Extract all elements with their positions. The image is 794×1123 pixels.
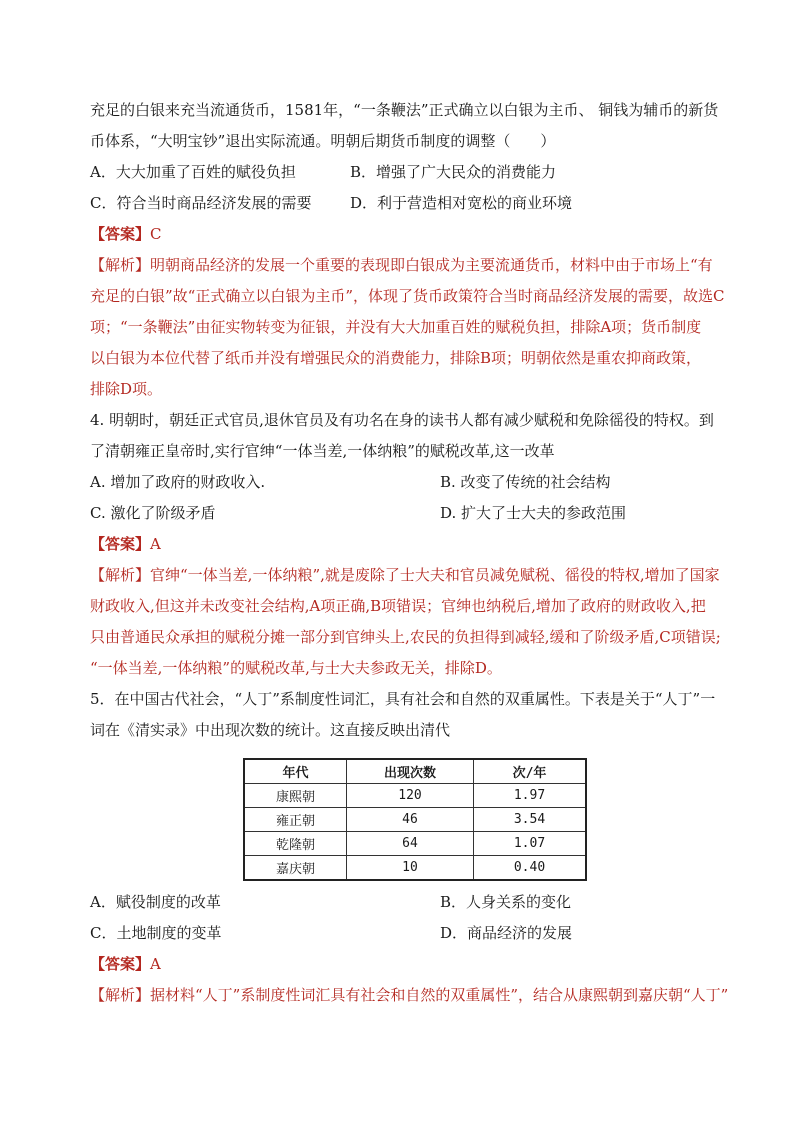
q4-stem-line1: 4. 明朝时，朝廷正式官员,退休官员及有功名在身的读书人都有减少赋税和免除徭役的特权。到 xyxy=(90,411,714,429)
q4-answer xyxy=(90,529,690,560)
table-cell: 康熙朝 xyxy=(244,784,347,808)
q3-analysis-line: 充足的白银”故“正式确立以白银为主币”，体现了货币政策符合当时商品经济发展的需要，故选C xyxy=(90,287,725,305)
table-cell: 1.97 xyxy=(474,784,587,808)
q4-stem-line2: 了清朝雍正皇帝时,实行官绅“一体当差,一体纳粮”的赋税改革,这一改革 xyxy=(90,442,555,460)
q5-analysis-line: 【解析】据材料“人丁”系制度性词汇具有社会和自然的双重属性”，结合从康熙朝到嘉庆朝“人丁” xyxy=(90,986,729,1004)
answer-value: C xyxy=(150,225,162,243)
answer-tag: 【答案】 xyxy=(90,955,151,973)
table-header-cell: 年代 xyxy=(244,759,347,784)
answer-value: A xyxy=(150,955,161,973)
q4-option-d: D. 扩大了士大夫的参政范围 xyxy=(440,504,627,522)
q5-option-c: C．土地制度的变革 xyxy=(90,924,222,942)
table-row xyxy=(244,808,586,832)
q3-option-a: A．大大加重了百姓的赋役负担 xyxy=(90,163,296,181)
table-header-cell: 出现次数 xyxy=(347,759,474,784)
q3-option-d: D．利于营造相对宽松的商业环境 xyxy=(350,194,573,212)
q5-stem-line2: 词在《清实录》中出现次数的统计。这直接反映出清代 xyxy=(90,721,451,739)
q4-analysis-line: 财政收入,但这并未改变社会结构,A项正确,B项错误；官绅也纳税后,增加了政府的财政收入,把 xyxy=(90,597,706,615)
q3-analysis-line: 项；“一条鞭法”由征实物转变为征银，并没有大大加重百姓的赋税负担，排除A项；货币制度 xyxy=(90,318,702,336)
q5-option-b: B．人身关系的变化 xyxy=(440,893,572,911)
q3-stem-line1: 充足的白银来充当流通货币，1581年，“一条鞭法”正式确立以白银为主币、 铜钱为辅币的新货 xyxy=(90,101,719,119)
q5-stem-line1: 5．在中国古代社会，“人丁”系制度性词汇，具有社会和自然的双重属性。下表是关于“人丁”一 xyxy=(90,690,716,708)
q5-option-a: A．赋役制度的改革 xyxy=(90,893,221,911)
q5-answer xyxy=(90,949,690,980)
q3-answer xyxy=(90,219,690,250)
q5-options-row2 xyxy=(90,918,690,949)
q3-analysis-line: 【解析】明朝商品经济的发展一个重要的表现即白银成为主要流通货币，材料中由于市场上“有 xyxy=(90,256,713,274)
answer-tag: 【答案】 xyxy=(90,535,151,553)
q4-option-b: B. 改变了传统的社会结构 xyxy=(440,473,611,491)
q4-option-a: A. 增加了政府的财政收入. xyxy=(90,473,266,491)
q4-options-row1 xyxy=(90,467,690,498)
q4-analysis-line: “一体当差,一体纳粮”的赋税改革,与士大夫参政无关，排除D。 xyxy=(90,659,502,677)
table-cell: 嘉庆朝 xyxy=(244,856,347,881)
q4-analysis-line: 【解析】官绅“一体当差,一体纳粮”,就是废除了士大夫和官员减免赋税、徭役的特权,增加了国家 xyxy=(90,566,720,584)
q3-options-row2 xyxy=(90,188,690,219)
q3-option-b: B．增强了广大民众的消费能力 xyxy=(350,163,557,181)
table-row xyxy=(244,832,586,856)
table-cell: 46 xyxy=(347,808,474,832)
q4-analysis-line: 只由普通民众承担的赋税分摊一部分到官绅头上,农民的负担得到减轻,缓和了阶级矛盾,C项错误; xyxy=(90,628,721,646)
table-row xyxy=(244,784,586,808)
table-cell: 120 xyxy=(347,784,474,808)
answer-value: A xyxy=(150,535,161,553)
table-header-row xyxy=(244,759,586,784)
q3-options-row1 xyxy=(90,157,690,188)
table-cell: 乾隆朝 xyxy=(244,832,347,856)
table-cell: 1.07 xyxy=(474,832,587,856)
table-row xyxy=(244,856,586,881)
q3-analysis-line: 排除D项。 xyxy=(90,380,163,398)
table-cell: 0.40 xyxy=(474,856,587,881)
document-page xyxy=(90,95,729,1011)
table-cell: 雍正朝 xyxy=(244,808,347,832)
q4-options-row2 xyxy=(90,498,690,529)
answer-tag: 【答案】 xyxy=(90,225,151,243)
q3-analysis-line: 以白银为本位代替了纸币并没有增强民众的消费能力，排除B项；明朝依然是重农抑商政策， xyxy=(90,349,702,367)
q5-option-d: D．商品经济的发展 xyxy=(440,924,573,942)
q4-option-c: C. 激化了阶级矛盾 xyxy=(90,504,216,522)
q3-stem-line2: 币体系，“大明宝钞”退出实际流通。明朝后期货币制度的调整（ ） xyxy=(90,132,556,150)
renting-count-table xyxy=(243,758,587,881)
table-cell: 3.54 xyxy=(474,808,587,832)
table-header-cell: 次/年 xyxy=(474,759,587,784)
q5-options-row1 xyxy=(90,887,690,918)
table-cell: 64 xyxy=(347,832,474,856)
table-cell: 10 xyxy=(347,856,474,881)
q3-option-c: C．符合当时商品经济发展的需要 xyxy=(90,194,312,212)
